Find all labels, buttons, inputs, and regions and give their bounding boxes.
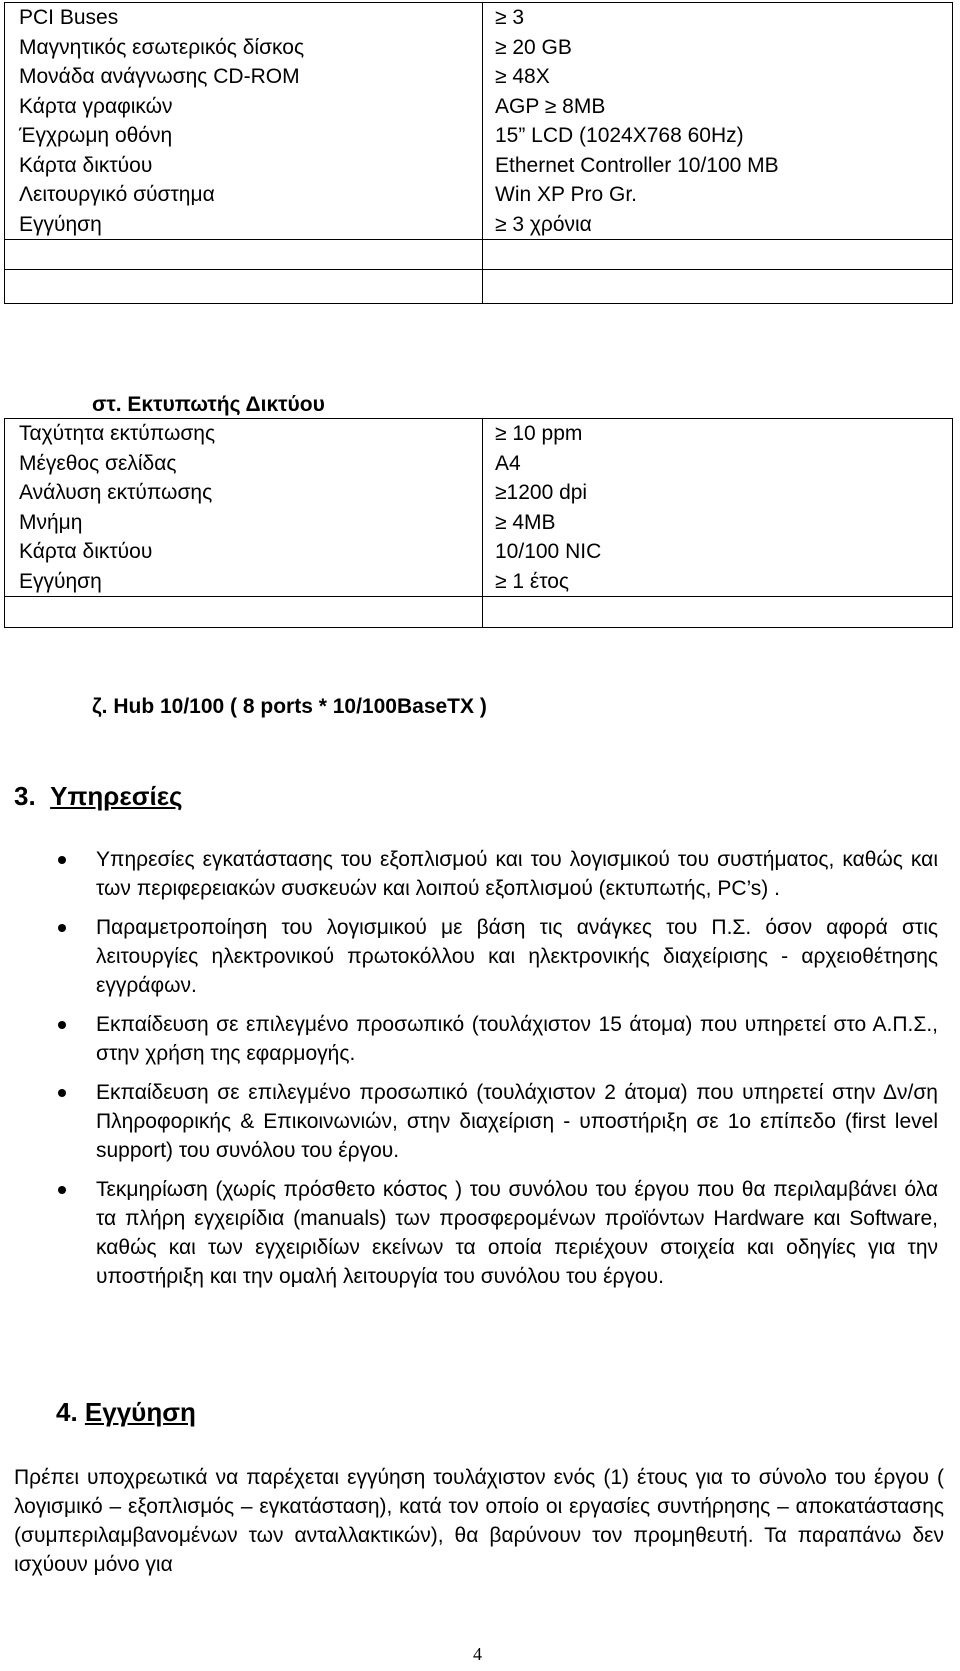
bullet-icon xyxy=(58,856,66,864)
spec-label: Εγγύηση xyxy=(19,212,102,236)
hardware-spec-table xyxy=(4,2,953,304)
spec-label: Εγγύηση xyxy=(19,569,102,593)
bullet-icon xyxy=(58,1089,66,1097)
warranty-paragraph: Πρέπει υποχρεωτικά να παρέχεται εγγύηση τουλάχιστον ενός (1) έτους για το σύνολο του έργου ( λογισμικό – εξοπλισμός – εγκατάσταση), κατά τον οποίο οι εργασίες συντήρησης – αποκατάστασης (συμπεριλαμβανομένων των ανταλλακτικών), θα βαρύνουν τον προμηθευτή. Τα παραπάνω δεν ισχύουν μόνο για xyxy=(14,1466,944,1576)
list-item-text: Υπηρεσίες εγκατάστασης του εξοπλισμού και του λογισμικού του συστήματος, καθώς και των περιφερειακών συσκευών και λοιπού εξοπλισμού (εκτυπωτής, PC’s) . xyxy=(96,848,938,900)
list-item xyxy=(58,1010,938,1068)
empty-row xyxy=(5,239,952,269)
table-row xyxy=(5,508,952,538)
spec-value: ≥ 20 GB xyxy=(495,35,572,59)
list-item-text: Εκπαίδευση σε επιλεγμένο προσωπικό (τουλάχιστον 15 άτομα) που υπηρετεί στο Α.Π.Σ., στην χρήση της εφαρμογής. xyxy=(96,1013,938,1065)
services-list xyxy=(58,845,938,1301)
spec-label: Ταχύτητα εκτύπωσης xyxy=(19,422,216,445)
section-title-text: Εγγύηση xyxy=(84,1397,196,1427)
spec-label: Λειτουργικό σύστημα xyxy=(19,183,215,206)
spec-value: ≥ 48X xyxy=(495,65,550,88)
section-number: 4. xyxy=(56,1397,78,1427)
table-row xyxy=(5,3,952,33)
spec-label: Ανάλυση εκτύπωσης xyxy=(19,481,213,504)
spec-value: ≥ 3 xyxy=(495,6,525,29)
table-row xyxy=(5,478,952,508)
warranty-section-title xyxy=(56,1397,196,1428)
bullet-icon xyxy=(58,924,66,932)
table-row xyxy=(5,62,952,92)
section-title-text: Υπηρεσίες xyxy=(50,781,183,811)
spec-label: Μαγνητικός εσωτερικός δίσκος xyxy=(19,35,305,59)
spec-label: Κάρτα γραφικών xyxy=(19,94,173,118)
bullet-icon xyxy=(58,1021,66,1029)
list-item xyxy=(58,1078,938,1165)
spec-value: Ethernet Controller 10/100 MB xyxy=(495,153,779,177)
spec-value: A4 xyxy=(495,451,521,475)
table-row xyxy=(5,210,952,240)
table-row xyxy=(5,419,952,449)
list-item xyxy=(58,913,938,1000)
page-number: 4 xyxy=(473,1644,482,1664)
spec-value: ≥ 1 έτος xyxy=(495,569,570,593)
spec-value: ≥ 10 ppm xyxy=(495,422,583,445)
spec-value: 10/100 NIC xyxy=(495,540,602,563)
table-row xyxy=(5,567,952,597)
spec-label: Μνήμη xyxy=(19,510,83,534)
spec-value: ≥ 4MB xyxy=(495,510,556,534)
list-item xyxy=(58,845,938,903)
spec-label: Κάρτα δικτύου xyxy=(19,540,153,563)
list-item-text: Παραμετροποίηση του λογισμικού με βάση τις ανάγκες του Π.Σ. όσον αφορά στις λειτουργίες ηλεκτρονικού πρωτοκόλλου και ηλεκτρονικής διαχείρισης - αρχειοθέτησης εγγράφων. xyxy=(96,916,938,997)
list-item-text: Εκπαίδευση σε επιλεγμένο προσωπικό (τουλάχιστον 2 άτομα) που υπηρετεί στην Δν/ση Πληροφορικής & Επικοινωνιών, στην διαχείριση - υποστήριξη σε 1ο επίπεδο (first level support) του συνόλου του έργου. xyxy=(96,1081,938,1162)
empty-row xyxy=(5,269,952,303)
spec-label: Έγχρωμη οθόνη xyxy=(19,124,173,147)
list-item xyxy=(58,1175,938,1291)
services-section-title xyxy=(14,781,183,812)
printer-heading: στ. Εκτυπωτής Δικτύου xyxy=(92,393,325,416)
table-row xyxy=(5,33,952,63)
spec-label: Κάρτα δικτύου xyxy=(19,153,153,177)
table-row xyxy=(5,92,952,122)
hub-heading: ζ. Hub 10/100 ( 8 ports * 10/100BaseTX ) xyxy=(92,695,487,718)
empty-row xyxy=(5,596,952,627)
spec-value: ≥ 3 χρόνια xyxy=(495,212,592,236)
table-row xyxy=(5,180,952,210)
spec-label: Μονάδα ανάγνωσης CD-ROM xyxy=(19,65,300,88)
spec-value: 15” LCD (1024X768 60Hz) xyxy=(495,124,744,147)
table-row xyxy=(5,151,952,181)
bullet-icon xyxy=(58,1186,66,1194)
list-item-text: Τεκμηρίωση (χωρίς πρόσθετο κόστος ) του συνόλου του έργου που θα περιλαμβάνει όλα τα πλήρη εγχειρίδια (manuals) των προσφερομένων προϊόντων Hardware και Software, καθώς και των εγχειριδίων εκείνων τα οποία περιέχουν στοιχεία και οδηγίες για την υποστήριξη και την ομαλή λειτουργία του συνόλου του έργου. xyxy=(96,1178,938,1288)
table-row xyxy=(5,537,952,567)
spec-label: PCI Buses xyxy=(19,6,119,29)
printer-spec-table xyxy=(4,418,953,628)
table-row xyxy=(5,121,952,151)
spec-value: Win XP Pro Gr. xyxy=(495,183,637,206)
spec-value: AGP ≥ 8MB xyxy=(495,94,606,118)
spec-value: ≥1200 dpi xyxy=(495,481,588,504)
section-number: 3. xyxy=(14,781,36,811)
spec-label: Μέγεθος σελίδας xyxy=(19,451,177,475)
table-row xyxy=(5,449,952,479)
